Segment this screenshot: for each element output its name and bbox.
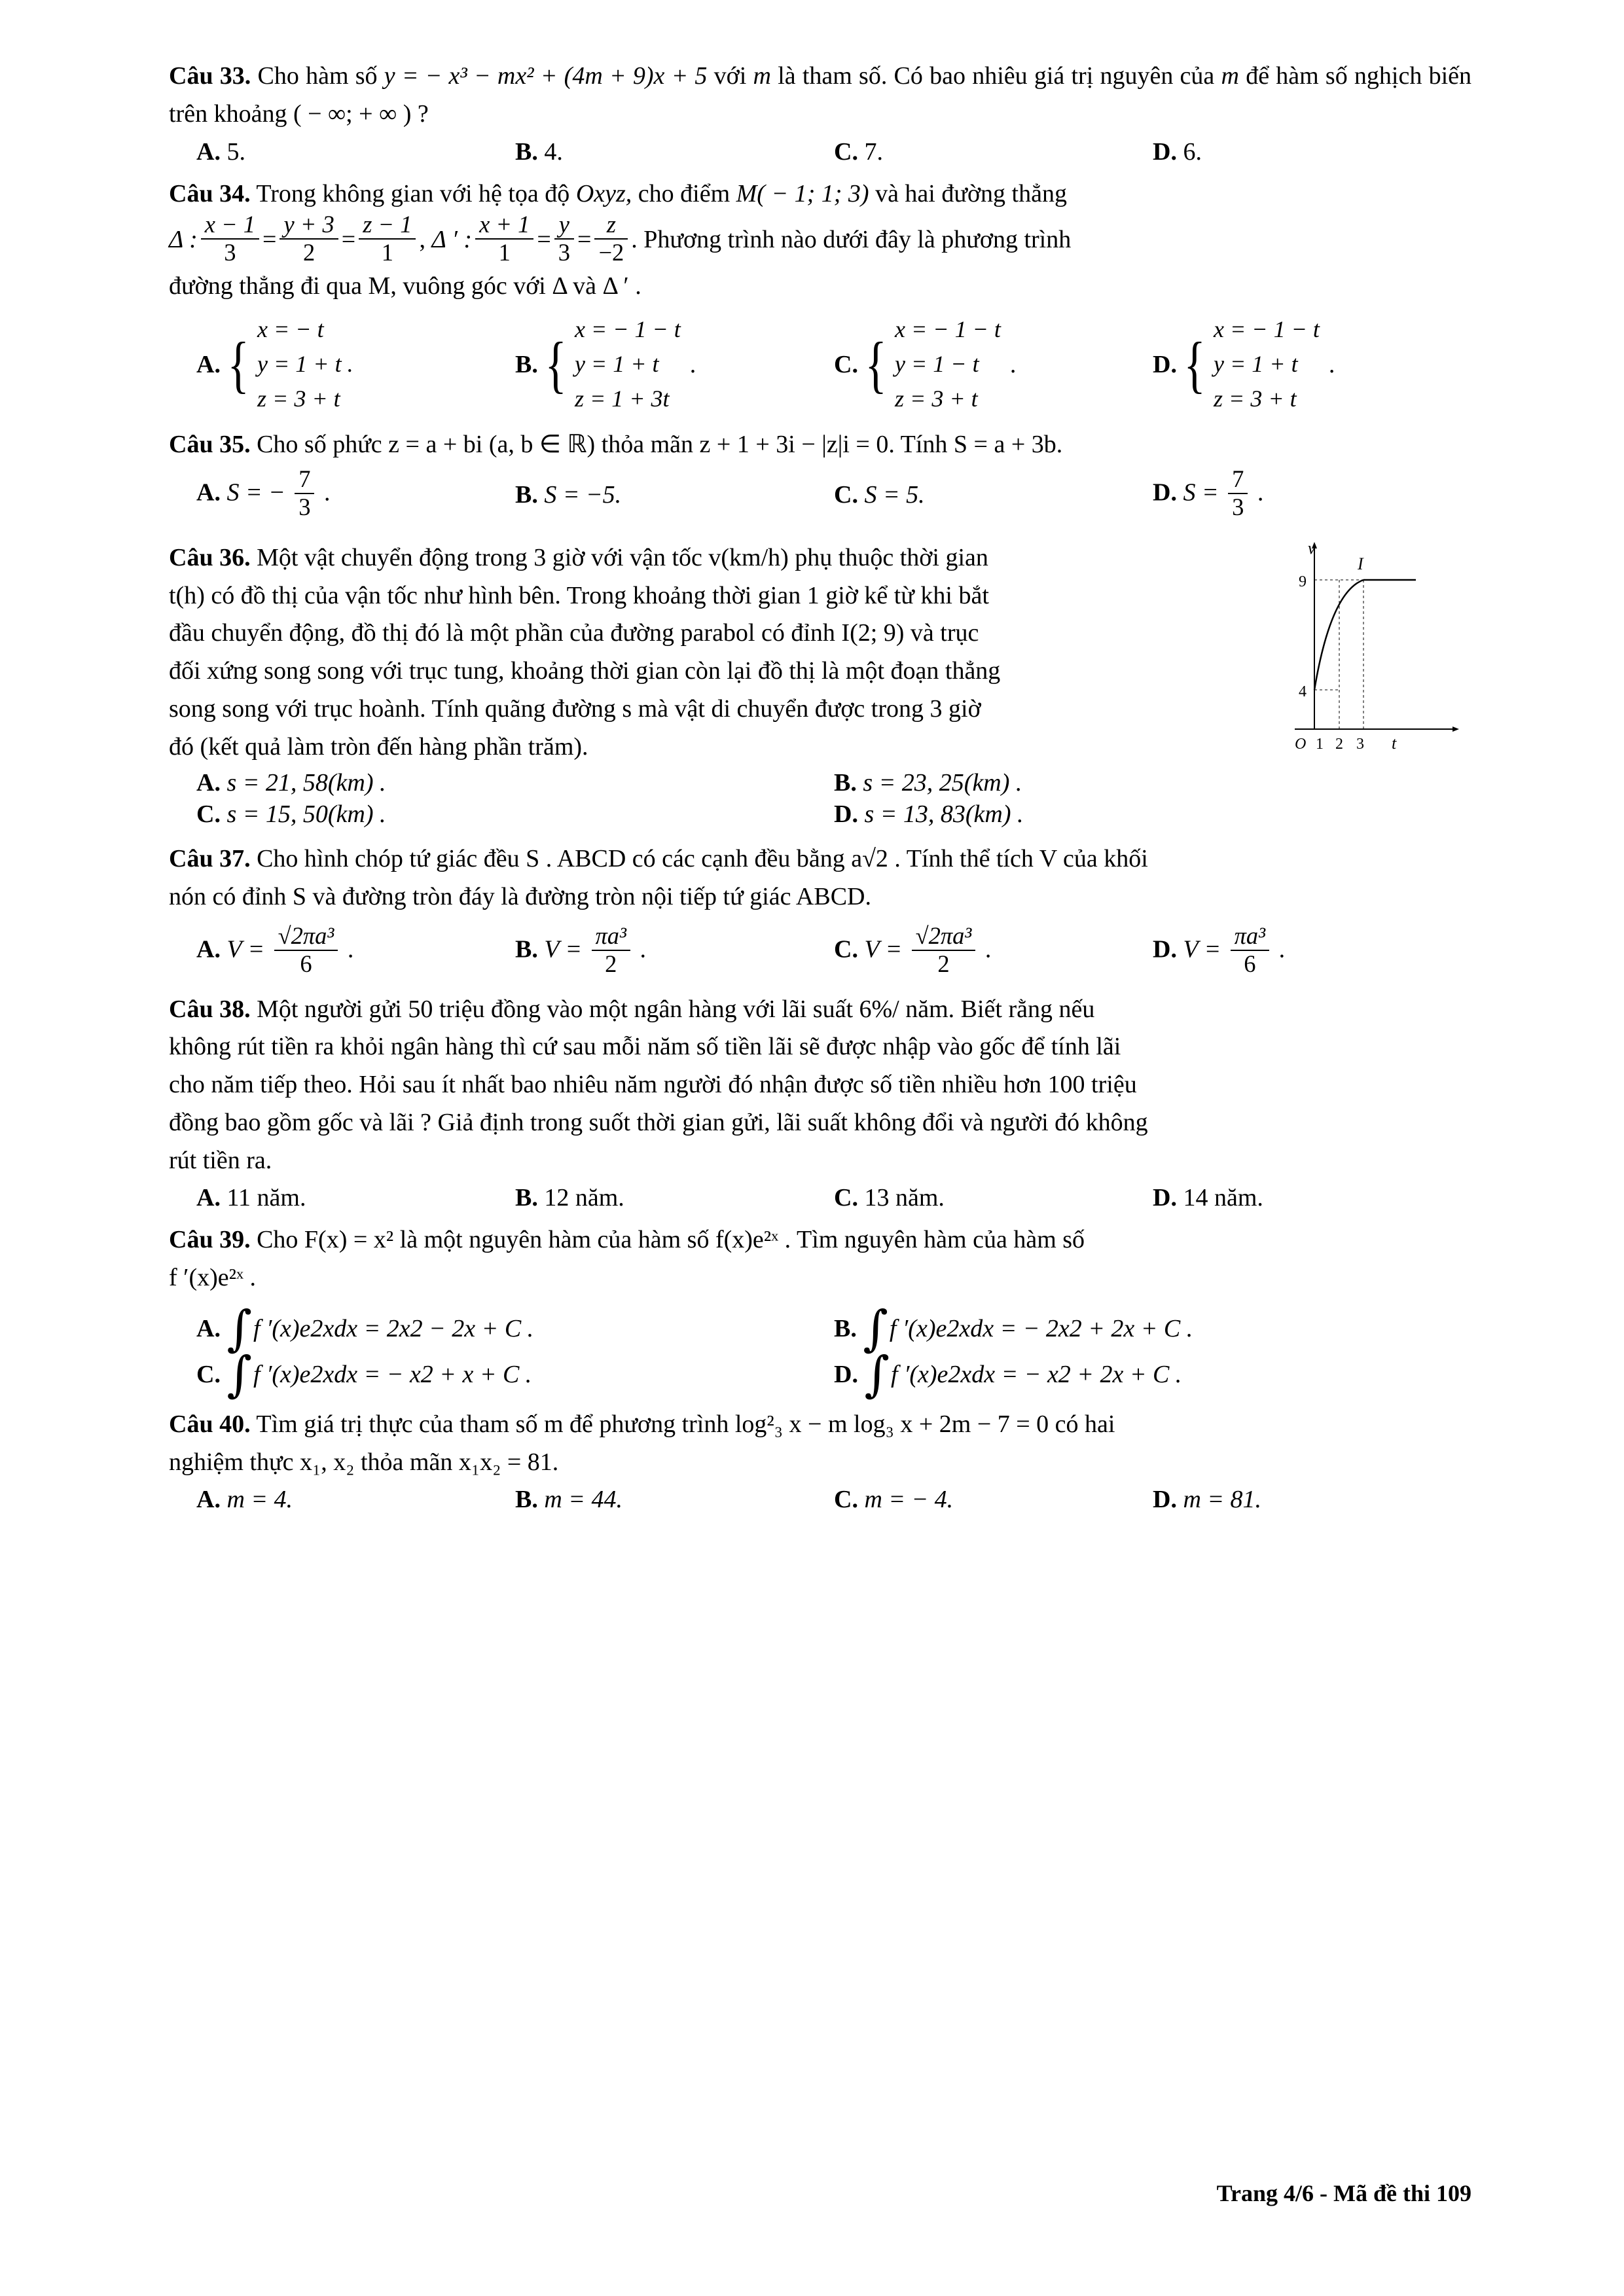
option-d[interactable] (1153, 137, 1471, 166)
question-39-text1: Cho F(x) = x² là một nguyên hàm của hàm số f(x)e²ˣ . Tìm nguyên hàm của hàm số (257, 1226, 1085, 1254)
y-tick-4: 4 (1299, 683, 1307, 700)
question-34-text1: Trong không gian với hệ tọa độ (256, 179, 570, 207)
system-line: y = 1 − t (895, 350, 979, 377)
option-text: s = 23, 25(km) . (863, 769, 1022, 797)
option-d[interactable] (1153, 312, 1471, 417)
option-text: 13 năm. (864, 1184, 945, 1212)
option-letter: B. (515, 935, 538, 963)
question-36 (169, 539, 1471, 829)
question-39-options (169, 1300, 1471, 1403)
option-post: . (1328, 350, 1335, 378)
system-line: z = 3 + t (895, 386, 978, 412)
system-line: z = 3 + t (1214, 386, 1297, 412)
question-39 (169, 1221, 1471, 1403)
option-c[interactable] (834, 312, 1153, 417)
option-a[interactable] (196, 768, 834, 797)
question-35-label: Câu 35. (169, 430, 251, 458)
option-c[interactable] (834, 137, 1153, 166)
fraction-y1 (280, 211, 338, 266)
question-35-text: Cho số phức z = a + bi (a, b ∈ ℝ) thỏa mãn z + 1 + 3i − |z|i = 0. Tính S = a + 3b. (257, 430, 1063, 458)
option-text: f ′(x)e2xdx = − 2x2 + 2x + C . (889, 1314, 1193, 1342)
option-d[interactable] (1153, 1183, 1471, 1212)
option-b[interactable] (515, 480, 834, 509)
question-38-options (169, 1183, 1471, 1212)
option-post: . (640, 935, 646, 963)
question-37 (169, 840, 1471, 978)
fraction (1231, 923, 1269, 978)
x-tick-2: 2 (1335, 735, 1343, 753)
option-text: 14 năm. (1183, 1184, 1263, 1212)
option-post: . (1009, 350, 1017, 378)
option-text: 4. (544, 137, 563, 166)
question-40-label: Câu 40. (169, 1410, 251, 1438)
option-text: f ′(x)e2xdx = 2x2 − 2x + C . (253, 1314, 534, 1342)
question-34-line2: Δ : $\frac{x - 1}{3}$ = $\frac{y + 3}{2}$ = $\frac{z - 1}{1}$ , Δ ′ : $\frac{x + 1}{1}$ = $\frac{y}{3}$ = $\frac{z}{-2}$ . Phương trình nào dưới đây là phương trình (169, 211, 1072, 266)
question-36-line1 (169, 539, 1282, 577)
option-c[interactable] (196, 800, 834, 829)
option-text: V = (226, 935, 265, 963)
option-letter: D. (1153, 935, 1177, 963)
option-text: S = −5. (544, 481, 622, 509)
point-m: M( − 1; 1; 3) (736, 179, 869, 207)
numerator: z (606, 211, 616, 238)
option-d[interactable] (1153, 467, 1471, 522)
option-a[interactable] (196, 1300, 834, 1357)
system-line: z = 3 + t (257, 386, 340, 412)
question-37-line1 (169, 840, 1471, 878)
option-text: 12 năm. (544, 1184, 624, 1212)
question-33-text2: với (713, 62, 747, 90)
option-a[interactable] (196, 467, 515, 522)
option-text: 11 năm. (226, 1184, 306, 1212)
option-text: S = − (226, 478, 285, 507)
system-line: x = − 1 − t (895, 315, 1001, 342)
question-33-body (169, 58, 1471, 134)
option-b[interactable] (515, 924, 834, 979)
question-38 (169, 991, 1471, 1213)
question-36-line6: đó (kết quả làm tròn đến hàng phần trăm). (169, 732, 588, 761)
velocity-graph (1275, 539, 1471, 762)
fraction (912, 923, 976, 978)
fraction-z2 (594, 211, 628, 266)
option-letter: D. (1153, 1184, 1177, 1212)
question-34-label: Câu 34. (169, 179, 251, 207)
denominator: 1 (475, 238, 533, 266)
system-lines (575, 312, 681, 417)
question-38-line5: rút tiền ra. (169, 1146, 272, 1174)
option-d[interactable] (834, 800, 1471, 829)
question-34-text2: cho điểm (638, 179, 731, 207)
option-b[interactable] (515, 137, 834, 166)
question-33-text4: để hàm số nghịch biến trên khoảng (169, 62, 1471, 128)
x-tick-1: 1 (1316, 735, 1324, 753)
option-letter: A. (196, 350, 221, 378)
brace-icon: { (545, 329, 567, 399)
question-40-options (169, 1485, 1471, 1514)
system-lines (895, 312, 1001, 417)
option-c[interactable] (834, 924, 1153, 979)
option-text: s = 13, 83(km) . (864, 800, 1024, 829)
numerator: y (558, 211, 569, 238)
option-post: . (1257, 478, 1264, 507)
fraction (295, 466, 314, 521)
option-letter: B. (834, 1314, 857, 1342)
question-39-label: Câu 39. (169, 1226, 251, 1254)
fraction (1228, 466, 1248, 521)
option-letter: D. (1153, 478, 1177, 507)
option-letter: A. (196, 137, 221, 166)
fraction (274, 923, 338, 978)
integral-icon: ∫ (226, 1346, 253, 1403)
denominator: 3 (295, 493, 314, 521)
question-37-label: Câu 37. (169, 845, 251, 873)
option-text: S = 5. (864, 481, 925, 509)
option-text: 6. (1183, 137, 1202, 166)
option-letter: A. (196, 1486, 221, 1514)
question-36-options (169, 768, 1471, 829)
option-letter: A. (196, 478, 221, 507)
option-a[interactable] (196, 1485, 515, 1514)
question-36-line3: đầu chuyển động, đồ thị đó là một phần của đường parabol có đỉnh I(2; 9) và trục (169, 619, 979, 647)
option-b[interactable] (834, 768, 1471, 797)
option-a[interactable] (196, 924, 515, 979)
numerator: y + 3 (283, 211, 334, 238)
denominator: 2 (592, 950, 630, 978)
option-letter: D. (834, 800, 858, 829)
option-a[interactable] (196, 137, 515, 166)
question-33-expr1: y = − x³ − mx² + (4m + 9)x + 5 (384, 62, 708, 90)
option-letter: C. (834, 350, 858, 378)
vertex-label: I (1358, 554, 1363, 573)
denominator: 1 (359, 238, 416, 266)
integral-icon: ∫ (863, 1300, 888, 1357)
question-36-line2: t(h) có đồ thị của vận tốc như hình bên. Trong khoảng thời gian 1 giờ kể từ khi bắt (169, 581, 989, 609)
option-text: 7. (864, 137, 883, 166)
brace-icon: { (227, 329, 249, 399)
question-33-options (169, 137, 1471, 166)
option-letter: A. (196, 1314, 221, 1342)
brace-icon: { (865, 329, 887, 399)
option-text: V = (544, 935, 583, 963)
system-line: y = 1 + t (574, 350, 659, 377)
option-b[interactable] (834, 1300, 1471, 1357)
system-line: x = − 1 − t (1214, 315, 1320, 342)
fraction-y2 (554, 211, 574, 266)
question-38-line4: đồng bao gồm gốc và lãi ? Giả định trong suốt thời gian gửi, lãi suất không đổi và người đó không (169, 1108, 1148, 1136)
option-letter: C. (834, 1486, 858, 1514)
option-a[interactable] (196, 1183, 515, 1212)
page-content (169, 58, 1471, 1523)
option-d[interactable] (1153, 1485, 1471, 1514)
question-33 (169, 58, 1471, 166)
question-33-interval: ( − ∞; + ∞ ) (293, 99, 412, 128)
question-33-text3: là tham số. Có bao nhiêu giá trị nguyên của (778, 62, 1215, 90)
system-lines (1214, 312, 1320, 417)
question-36-text-block (169, 539, 1282, 766)
numerator: πa³ (1234, 922, 1266, 949)
question-37-options (169, 924, 1471, 979)
question-34-line3: đường thẳng đi qua M, vuông góc với Δ và Δ ′ . (169, 272, 641, 300)
option-text: s = 21, 58(km) . (226, 769, 386, 797)
denominator: 2 (912, 950, 976, 978)
option-letter: A. (196, 769, 221, 797)
y-tick-9: 9 (1299, 573, 1307, 590)
option-letter: C. (834, 935, 858, 963)
denominator: 3 (201, 238, 259, 266)
question-33-text1: Cho hàm số (257, 62, 378, 90)
option-post: . (984, 935, 992, 963)
option-letter: D. (1153, 137, 1177, 166)
question-36-label: Câu 36. (169, 543, 251, 571)
option-letter: A. (196, 1184, 221, 1212)
denominator: −2 (594, 238, 628, 266)
system-line: y = 1 + t . (257, 350, 353, 377)
option-text: m = − 4. (864, 1486, 954, 1514)
question-39-line2: f ′(x)e²ˣ . (169, 1264, 257, 1292)
numerator: x − 1 (204, 211, 256, 238)
question-33-var: m (753, 62, 771, 90)
system-line: x = − t (257, 315, 324, 342)
question-35-body (169, 426, 1471, 464)
denominator: 2 (280, 238, 338, 266)
question-40-line2: nghiệm thực x₁, x₂ thỏa mãn x₁x₂ = 81. (169, 1448, 559, 1476)
option-c[interactable] (196, 1346, 834, 1403)
question-40 (169, 1406, 1471, 1515)
question-33-var2: m (1221, 62, 1239, 90)
coordinate-system: Oxyz, (575, 179, 632, 207)
velocity-graph-svg (1275, 539, 1471, 762)
option-post: . (323, 478, 331, 507)
option-letter: B. (515, 481, 538, 509)
option-text: f ′(x)e2xdx = − x2 + 2x + C . (891, 1360, 1182, 1388)
option-text: 5. (226, 137, 245, 166)
origin-label: O (1295, 735, 1307, 753)
option-letter: C. (834, 137, 858, 166)
option-letter: B. (515, 137, 538, 166)
option-b[interactable] (515, 1485, 834, 1514)
option-letter: D. (1153, 350, 1177, 378)
option-text: m = 44. (544, 1486, 623, 1514)
option-text: m = 81. (1183, 1486, 1262, 1514)
fraction-z1 (359, 211, 416, 266)
option-letter: C. (834, 1184, 858, 1212)
system-line: x = − 1 − t (574, 315, 681, 342)
option-post: . (347, 935, 354, 963)
fraction-x1 (201, 211, 259, 266)
option-text: V = (864, 935, 903, 963)
option-letter: C. (196, 1360, 221, 1388)
option-c[interactable] (834, 480, 1153, 509)
question-40-text1: Tìm giá trị thực của tham số m để phương trình log²₃ x − m log₃ x + 2m − 7 = 0 có hai (256, 1410, 1115, 1438)
integral-icon: ∫ (864, 1346, 890, 1403)
brace-icon: { (1183, 329, 1206, 399)
option-letter: C. (196, 800, 221, 829)
option-letter: B. (515, 1184, 538, 1212)
question-36-line5: song song với trục hoành. Tính quãng đường s mà vật di chuyển được trong 3 giờ (169, 694, 981, 723)
option-b[interactable] (515, 312, 834, 417)
option-letter: A. (196, 935, 221, 963)
option-text: f ′(x)e2xdx = − x2 + x + C . (253, 1360, 532, 1388)
system-line: z = 1 + 3t (574, 386, 670, 412)
question-35-options (169, 467, 1471, 522)
numerator: √2πa³ (915, 922, 972, 949)
option-letter: C. (834, 481, 858, 509)
delta-prime-label: Δ ′ : (431, 226, 473, 254)
numerator: 7 (298, 465, 311, 493)
option-d[interactable] (1153, 924, 1471, 979)
option-text: S = (1183, 478, 1219, 507)
y-axis-label: v (1308, 539, 1316, 558)
numerator: x + 1 (479, 211, 530, 238)
option-b[interactable] (515, 1183, 834, 1212)
option-letter: B. (834, 769, 857, 797)
question-37-text1: Cho hình chóp tứ giác đều S . ABCD có các cạnh đều bằng a√2 . Tính thể tích V của khối (257, 845, 1148, 873)
question-33-text5: ? (417, 99, 429, 128)
question-38-line1 (169, 991, 1471, 1029)
question-34-text3: và hai đường thẳng (875, 179, 1067, 207)
question-34-options (169, 312, 1471, 417)
option-letter: B. (515, 350, 538, 378)
denominator: 6 (274, 950, 338, 978)
x-tick-3: 3 (1356, 735, 1364, 753)
denominator: 3 (1228, 493, 1248, 521)
question-38-line3: cho năm tiếp theo. Hỏi sau ít nhất bao nhiêu năm người đó nhận được số tiền nhiều hơn 100 triệu (169, 1071, 1137, 1099)
integral-icon: ∫ (226, 1300, 253, 1357)
denominator: 6 (1231, 950, 1269, 978)
question-33-label: Câu 33. (169, 62, 251, 90)
question-38-line2: không rút tiền ra khỏi ngân hàng thì cứ sau mỗi năm số tiền lãi sẽ được nhập vào gốc để tính lãi (169, 1033, 1121, 1061)
option-d[interactable] (834, 1346, 1471, 1403)
option-letter: B. (515, 1486, 538, 1514)
question-40-line1 (169, 1406, 1471, 1444)
fraction (592, 923, 630, 978)
question-36-text: Một vật chuyển động trong 3 giờ với vận tốc v(km/h) phụ thuộc thời gian (257, 543, 988, 571)
page-footer: Trang 4/6 - Mã đề thi 109 (1216, 2180, 1471, 2206)
option-c[interactable] (834, 1485, 1153, 1514)
question-34 (169, 175, 1471, 417)
option-text: s = 15, 50(km) . (226, 800, 386, 829)
denominator: 3 (554, 238, 574, 266)
question-34-text4: . Phương trình nào dưới đây là phương trình (631, 226, 1072, 254)
question-38-label: Câu 38. (169, 995, 251, 1023)
numerator: √2πa³ (278, 922, 334, 949)
question-35 (169, 426, 1471, 522)
numerator: z − 1 (363, 211, 412, 238)
option-letter: D. (834, 1360, 858, 1388)
system-line: y = 1 + t (1214, 350, 1298, 377)
numerator: 7 (1232, 465, 1244, 493)
x-axis-label: t (1392, 733, 1397, 753)
option-c[interactable] (834, 1183, 1153, 1212)
question-38-text: Một người gửi 50 triệu đồng vào một ngân hàng với lãi suất 6%/ năm. Biết rằng nếu (257, 995, 1095, 1023)
numerator: πa³ (595, 922, 626, 949)
delta-label: Δ : (169, 226, 198, 254)
option-post: . (1278, 935, 1286, 963)
question-34-line1 (169, 175, 1471, 213)
option-a[interactable] (196, 312, 515, 417)
option-text: V = (1183, 935, 1221, 963)
option-letter: D. (1153, 1486, 1177, 1514)
question-37-line2: nón có đỉnh S và đường tròn đáy là đường tròn nội tiếp tứ giác ABCD. (169, 883, 871, 911)
fraction-x2 (475, 211, 533, 266)
question-39-line1 (169, 1221, 1471, 1259)
option-text: m = 4. (226, 1486, 293, 1514)
system-lines (257, 312, 353, 417)
option-post: . (689, 350, 696, 378)
question-36-line4: đối xứng song song với trục tung, khoảng thời gian còn lại đồ thị là một đoạn thẳng (169, 657, 1001, 685)
